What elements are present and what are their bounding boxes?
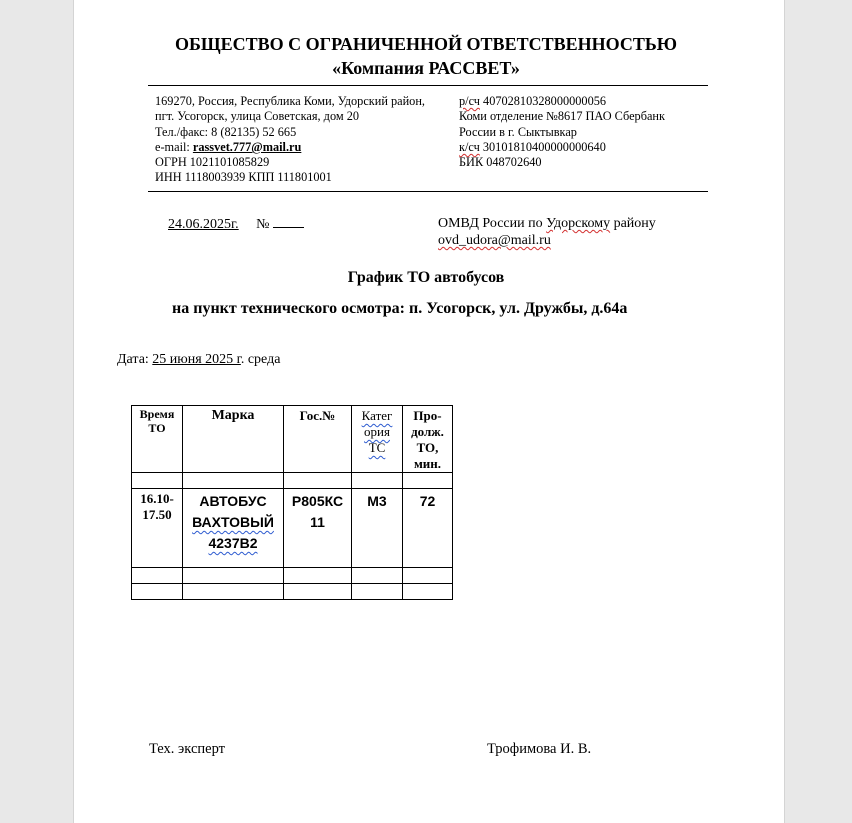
header-brand (183, 406, 284, 473)
bank-line2: России в г. Сыктывкар (459, 124, 577, 139)
row-brand-line2: ВАХТОВЫЙ (192, 514, 274, 530)
recipient-suffix: району (610, 216, 656, 231)
corr-account-label: к/сч (459, 139, 480, 154)
schedule-date-label: Дата: (117, 352, 153, 367)
header-duration-line3: ТО, (416, 440, 439, 455)
address-line2: пгт. Усогорск, улица Советская, дом 20 (155, 109, 360, 124)
header-time (132, 406, 183, 473)
row-time-line1: 16.10- (140, 491, 174, 506)
table-cell (132, 568, 183, 584)
email-label: e-mail: (155, 139, 193, 154)
recipient-prefix: ОМВД России по (438, 216, 547, 231)
row-brand-line3: 4237В2 (208, 535, 258, 551)
header-duration-line1: Про- (413, 408, 442, 423)
header-plate-label: Гос.№ (299, 408, 336, 423)
schedule-subtitle: на пункт технического осмотра: п. Усогорск, ул. Дружбы, д.64а (172, 300, 628, 317)
bank-line1: Коми отделение №8617 ПАО Сбербанк (459, 109, 665, 124)
email-line (155, 140, 425, 155)
row-plate (284, 489, 352, 568)
header-rule-bottom (148, 191, 708, 192)
header-duration-line2: долж. (411, 424, 444, 439)
corr-account-value: 30101810400000000640 (479, 139, 606, 154)
row-category (352, 489, 403, 568)
table-cell (183, 568, 284, 584)
table-cell (284, 473, 352, 489)
header-duration (403, 406, 453, 473)
table-cell (284, 584, 352, 600)
row-category-value: М3 (367, 493, 387, 509)
table-row (132, 489, 453, 568)
header-brand-label: Марка (211, 408, 255, 423)
header-duration-line4: мин. (413, 456, 442, 471)
row-brand-line1: АВТОБУС (199, 493, 267, 509)
table-cell (403, 473, 453, 489)
bik: БИК 048702640 (459, 155, 542, 170)
header-rule-top (148, 85, 708, 86)
table-cell (352, 584, 403, 600)
table-cell (403, 568, 453, 584)
table-cell (352, 568, 403, 584)
letter-date: 24.06.2025г. (168, 217, 239, 232)
recipient-email: ovd_udora@mail.ru (438, 233, 551, 248)
ogrn: ОГРН 1021101085829 (155, 155, 270, 170)
row-brand (183, 489, 284, 568)
header-category-line2: ория (364, 424, 390, 439)
header-category (352, 406, 403, 473)
address-line1: 169270, Россия, Республика Коми, Удорский район, (155, 94, 425, 108)
row-time-line2: 17.50 (142, 507, 172, 522)
signature-name: Трофимова И. В. (487, 741, 592, 757)
letter-number-blank (273, 215, 304, 228)
header-category-line1: Катег (361, 408, 393, 423)
row-duration-value: 72 (419, 493, 436, 509)
schedule-date: 25 июня 2025 г (152, 352, 241, 367)
header-plate (284, 406, 352, 473)
inn-kpp: ИНН 1118003939 КПП 111801001 (155, 170, 332, 185)
requisites-right (459, 94, 665, 170)
schedule-date-line (117, 352, 280, 368)
header-time-line2: ТО (148, 421, 166, 435)
header-category-line3: ТС (368, 440, 386, 455)
table-cell (352, 473, 403, 489)
account-label: р/сч (459, 94, 480, 108)
letter-number-label: № (256, 217, 270, 232)
account-value: 40702810328000000056 (479, 94, 607, 108)
table-header-row (132, 406, 453, 473)
schedule-title: График ТО автобусов (347, 269, 505, 286)
table-cell (132, 584, 183, 600)
schedule-table (131, 405, 453, 600)
requisites-left (155, 94, 425, 186)
header-time-line1: Время (139, 407, 175, 421)
company-name-line1: ОБЩЕСТВО С ОГРАНИЧЕННОЙ ОТВЕТСТВЕННОСТЬЮ (175, 34, 677, 54)
table-row-empty (132, 568, 453, 584)
table-row-empty (132, 584, 453, 600)
company-name-line2: «Компания РАССВЕТ» (332, 58, 520, 78)
table-cell (183, 473, 284, 489)
row-time (132, 489, 183, 568)
email-link[interactable]: rassvet.777@mail.ru (192, 139, 302, 154)
account-line (459, 94, 665, 109)
signature-position: Тех. эксперт (149, 741, 225, 757)
row-plate-line1: Р805КС (291, 493, 344, 509)
table-spacer-row (132, 473, 453, 489)
row-plate-line2: 11 (310, 514, 325, 530)
corr-account-line (459, 140, 665, 155)
table-cell (284, 568, 352, 584)
row-duration (403, 489, 453, 568)
recipient-line1 (438, 215, 656, 232)
phone: Тел./факс: 8 (82135) 52 665 (155, 124, 297, 139)
table-cell (183, 584, 284, 600)
schedule-date-suffix: . среда (240, 352, 281, 367)
table-cell (403, 584, 453, 600)
letter-date-number (159, 215, 304, 233)
table-cell (132, 473, 183, 489)
recipient-district: Удорскому (546, 216, 611, 231)
recipient (438, 215, 656, 249)
